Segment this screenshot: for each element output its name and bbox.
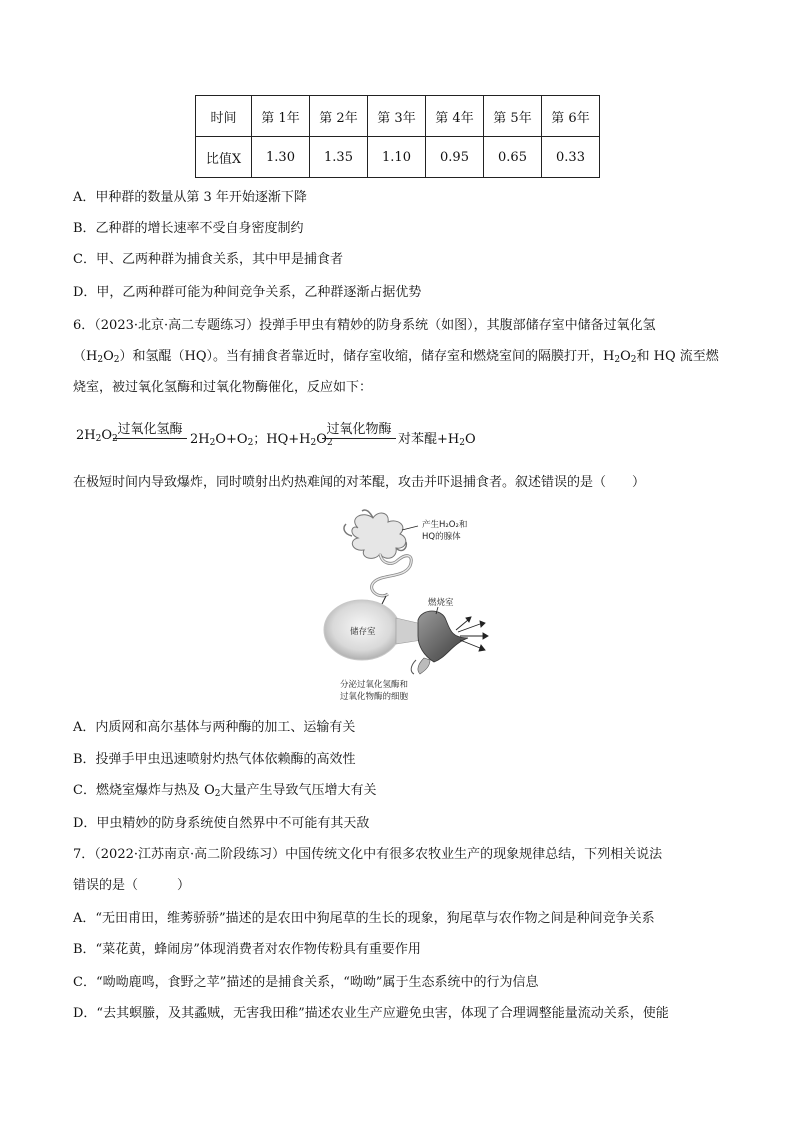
q6-stem-line3: 烧室，被过氧化氢酶和过氧化物酶催化，反应如下： (73, 380, 373, 395)
table-cell: 1.30 (252, 137, 310, 178)
q5-option-a: A．甲种群的数量从第 3 年开始逐渐下降 (73, 190, 307, 205)
gland-label-1: 产生H₂O₂和 (422, 520, 468, 530)
spray-arrows-icon (456, 617, 488, 651)
table-cell: 1.35 (310, 137, 368, 178)
gland-shape (344, 510, 411, 596)
q5-option-c: C．甲、乙两种群为捕食关系，其中甲是捕食者 (73, 252, 343, 267)
table-cell: 第 4年 (426, 96, 484, 137)
eq-arrow-2 (322, 418, 396, 439)
q5-option-d: D．甲，乙两种群可能为种间竞争关系，乙种群逐渐占据优势 (73, 285, 422, 300)
eq-product-2: 对苯醌$+H_2O$ (398, 432, 476, 448)
q6-stem-line4: 在极短时间内导致爆炸，同时喷射出灼热难闻的对苯醌，攻击并吓退捕食者。叙述错误的是（ ） (73, 475, 646, 490)
table-header-row (196, 96, 600, 137)
eq-product-1: $2H_2O+O_2$；$HQ+H_2O_2$ (190, 432, 333, 448)
table-cell: 比值X (196, 137, 252, 178)
q6-option-b: B．投弹手甲虫迅速喷射灼热气体依赖酶的高效性 (73, 752, 356, 767)
table-row (196, 137, 600, 178)
table-cell: 0.33 (542, 137, 600, 178)
chamber-label: 燃烧室 (428, 598, 454, 608)
table-cell: 0.65 (484, 137, 542, 178)
q6-option-c: C．燃烧室爆炸与热及 $O_2$大量产生导致气压增大有关 (73, 783, 377, 799)
q6-stem-line1: 6．（2023·北京·高二专题练习）投弹手甲虫有精妙的防身系统（如图），其腹部储存室中储备过氧化氢 (73, 318, 656, 333)
q7-option-d: D．“去其螟螣，及其蟊贼，无害我田稚”描述农业生产应避免虫害，体现了合理调整能量流动关系，使能 (73, 1006, 669, 1021)
gland-pointer (402, 526, 418, 530)
beetle-defense-diagram (318, 508, 496, 704)
enzyme-label-2: 过氧化物酶 (326, 422, 392, 437)
ratio-table (195, 95, 600, 178)
eq-reactant-1: $2H_2O_2$ (76, 428, 118, 444)
q7-stem-line1: 7．（2022·江苏南京·高二阶段练习）中国传统文化中有很多农牧业生产的现象规律总结，下列相关说法 (73, 847, 663, 862)
q7-option-c: C．“呦呦鹿鸣，食野之苹”描述的是捕食关系，“呦呦”属于生态系统中的行为信息 (73, 975, 539, 990)
q7-option-a: A．“无田甫田，维莠骄骄”描述的是农田中狗尾草的生长的现象，狗尾草与农作物之间是种间竞争关系 (73, 911, 655, 926)
secreting-cells (411, 658, 430, 674)
enzyme-label-1: 过氧化氢酶 (117, 422, 183, 437)
q5-option-b: B．乙种群的增长速率不受自身密度制约 (73, 221, 304, 236)
q7-option-b: B．“菜花黄，蜂闹房”体现消费者对农作物传粉具有重要作用 (73, 942, 421, 957)
q6-stem-line2: $(H_2O_2)$和氢醌（HQ）。当有捕食者靠近时，储存室收缩，储存室和燃烧室间的隔膜打开，$H_2O_2$和 HQ 流至燃 (73, 349, 719, 365)
storage-label: 储存室 (350, 627, 376, 637)
table-cell: 第 3年 (368, 96, 426, 137)
eq-arrow-1 (113, 418, 187, 439)
q7-stem-line2: 错误的是（ ） (73, 878, 191, 893)
table-cell: 1.10 (368, 137, 426, 178)
table-cell: 第 2年 (310, 96, 368, 137)
combustion-chamber (418, 611, 468, 662)
cell-label-2: 过氧化物酶的细胞 (340, 692, 409, 702)
q6-option-a: A．内质网和高尔基体与两种酶的加工、运输有关 (73, 720, 356, 735)
table-cell: 第 6年 (542, 96, 600, 137)
q6-option-d: D．甲虫精妙的防身系统使自然界中不可能有其天敌 (73, 816, 370, 831)
table-cell: 时间 (196, 96, 252, 137)
table-cell: 第 1年 (252, 96, 310, 137)
gland-label-2: HQ的腺体 (422, 532, 461, 542)
cell-label-1: 分泌过氧化氢酶和 (340, 680, 409, 690)
table-cell: 第 5年 (484, 96, 542, 137)
table-cell: 0.95 (426, 137, 484, 178)
